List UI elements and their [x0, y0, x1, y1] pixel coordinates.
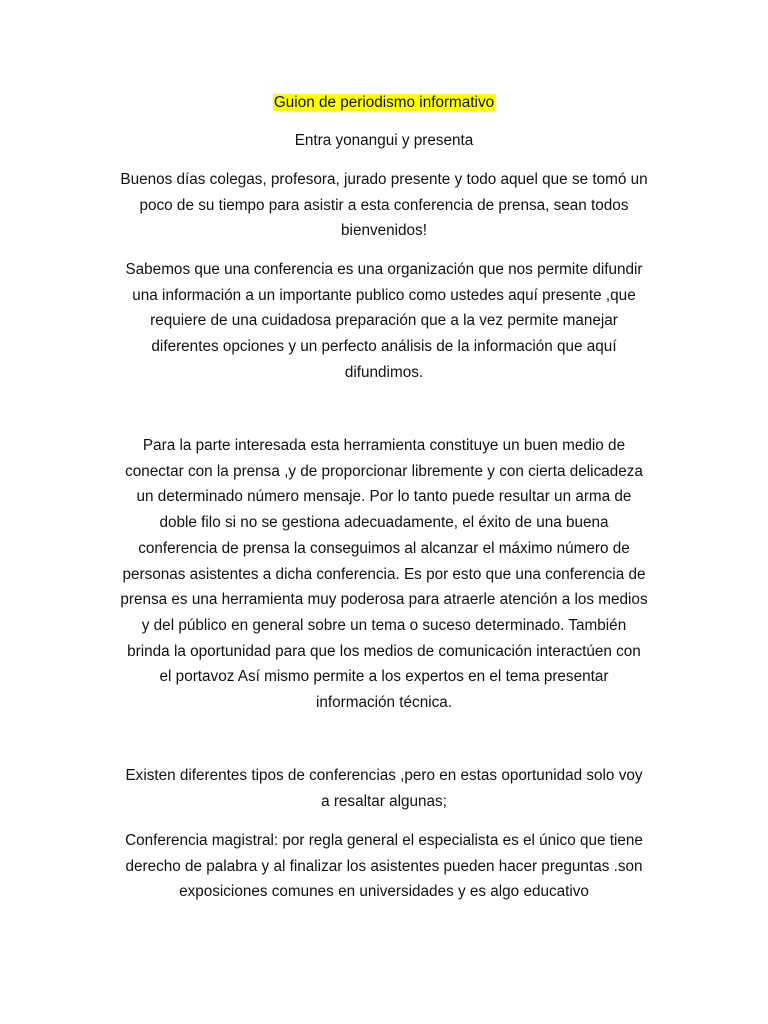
paragraph-line: Existen diferentes tipos de conferencias ,pero en estas oportunidad solo voy — [125, 767, 643, 784]
paragraph-definition — [100, 257, 668, 386]
paragraph-line: Buenos días colegas, profesora, jurado presente y todo aquel que se tomó un — [120, 171, 648, 188]
paragraph-line: un determinado número mensaje. Por lo tanto puede resultar un arma de — [136, 488, 632, 506]
paragraph-line: el portavoz Así mismo permite a los expertos en el tema presentar — [159, 668, 609, 686]
paragraph-line: conectar con la prensa ,y de proporcionar libremente y con cierta delicadeza — [125, 462, 643, 480]
paragraph-line: información técnica. — [315, 694, 453, 712]
paragraph-intro — [100, 128, 668, 154]
paragraph-line: y del público en general sobre un tema o suceso determinado. También — [141, 616, 627, 634]
paragraph-line: bienvenidos! — [341, 222, 427, 240]
paragraph-line: difundimos. — [344, 363, 424, 381]
paragraph-line: Sabemos que una conferencia es una organización que nos permite difundir — [125, 261, 643, 278]
paragraph-line: Conferencia magistral: por regla general el especialista es el único que tiene — [125, 832, 643, 849]
paragraph-line: requiere de una cuidadosa preparación que a la vez permite manejar — [150, 312, 618, 330]
paragraph-line: prensa es una herramienta muy poderosa para atraerle atención a los medios — [120, 591, 648, 609]
title-highlight: Guion de periodismo informativo — [273, 94, 495, 111]
paragraph-line: personas asistentes a dicha conferencia. Es por esto que una conferencia de — [122, 565, 646, 583]
document-title — [100, 90, 668, 116]
paragraph-line: a resaltar algunas; — [321, 792, 447, 810]
paragraph-line: Para la parte interesada esta herramienta constituye un buen medio de — [142, 437, 626, 454]
paragraph-line: doble filo si no se gestiona adecuadamente, el éxito de una buena — [159, 514, 609, 532]
paragraph-line: una información a un importante publico como ustedes aquí presente ,que — [132, 286, 636, 304]
paragraph-tool — [100, 433, 668, 716]
paragraph-magistral — [100, 828, 668, 905]
paragraph-greeting — [100, 167, 668, 244]
paragraph-line: brinda la oportunidad para que los medios de comunicación interactúen con — [127, 642, 641, 660]
paragraph-line: Entra yonangui y presenta — [294, 132, 474, 149]
paragraph-line: diferentes opciones y un perfecto análisis de la información que aquí — [151, 338, 617, 356]
paragraph-types — [100, 763, 668, 814]
paragraph-line: derecho de palabra y al finalizar los asistentes pueden hacer preguntas .son — [125, 857, 643, 875]
paragraph-line: conferencia de prensa la conseguimos al alcanzar el máximo número de — [138, 539, 630, 557]
paragraph-line: exposiciones comunes en universidades y es algo educativo — [179, 883, 589, 901]
paragraph-line: poco de su tiempo para asistir a esta conferencia de prensa, sean todos — [139, 196, 629, 214]
